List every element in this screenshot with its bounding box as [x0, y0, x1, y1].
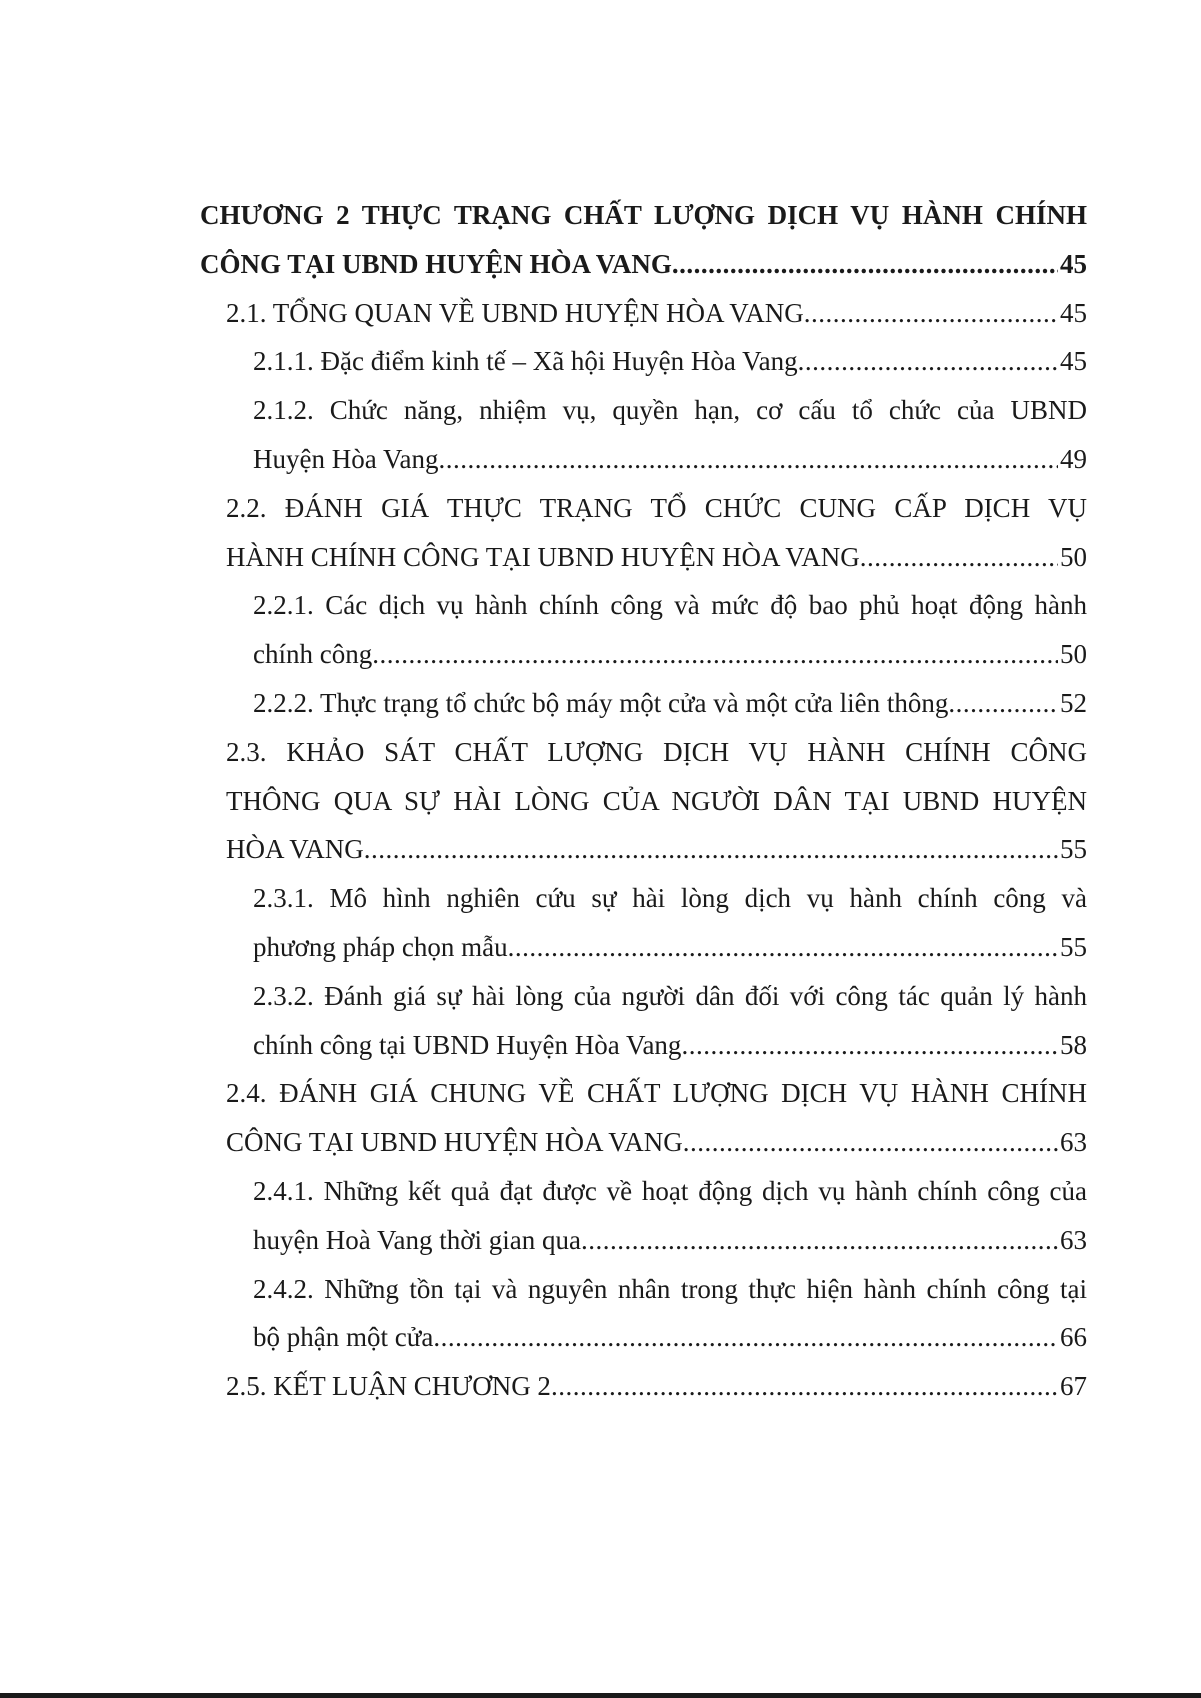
toc-entry-last-line [226, 289, 1087, 338]
dot-leader [581, 1216, 1058, 1265]
toc-page-number: 55 [1060, 834, 1087, 865]
toc-entry-last-line [253, 1021, 1087, 1070]
toc-page-number: 63 [1060, 1224, 1087, 1255]
dot-leader [438, 435, 1058, 484]
toc-entry-last-line [253, 337, 1087, 386]
toc-entry-last-line [253, 679, 1087, 728]
dot-leader [372, 630, 1058, 679]
toc-entry-text-line: THÔNG QUA SỰ HÀI LÒNG CỦA NGƯỜI DÂN TẠI UBND HUYỆN [226, 785, 1087, 816]
toc-entry [253, 874, 1087, 972]
dot-leader [433, 1313, 1058, 1362]
bottom-border-line [0, 1693, 1201, 1698]
dot-leader [364, 825, 1058, 874]
toc-entry [253, 679, 1087, 728]
toc-entry-title: 2.2.2. Thực trạng tổ chức bộ máy một cửa và một cửa liên thông [253, 687, 949, 718]
toc-entry-text-line: 2.3. KHẢO SÁT CHẤT LƯỢNG DỊCH VỤ HÀNH CHÍNH CÔNG [226, 736, 1087, 767]
toc-page-number: 52 [1060, 687, 1087, 718]
toc-entry-title: 2.5. KẾT LUẬN CHƯƠNG 2 [226, 1371, 551, 1402]
toc-entry-text-line: 2.3.1. Mô hình nghiên cứu sự hài lòng dịch vụ hành chính công và [253, 883, 1087, 914]
toc-entry-last-line [226, 533, 1087, 582]
toc-entry-last-line [253, 923, 1087, 972]
dot-leader [681, 1021, 1058, 1070]
toc-entry [253, 581, 1087, 679]
toc-page-number: 58 [1060, 1029, 1087, 1060]
toc-entry-last-line [226, 825, 1087, 874]
toc-entry [200, 191, 1087, 289]
toc-entry-text-line: 2.4.1. Những kết quả đạt được về hoạt động dịch vụ hành chính công của [253, 1175, 1087, 1206]
toc-entry [253, 1265, 1087, 1363]
toc-entry-last-line [253, 1216, 1087, 1265]
toc-entry-text-line: 2.4. ĐÁNH GIÁ CHUNG VỀ CHẤT LƯỢNG DỊCH VỤ HÀNH CHÍNH [226, 1078, 1087, 1109]
toc-entry-text-line: 2.1.2. Chức năng, nhiệm vụ, quyền hạn, cơ cấu tổ chức của UBND [253, 395, 1087, 426]
toc-entry [226, 289, 1087, 338]
toc-page-number: 55 [1060, 931, 1087, 962]
dot-leader [860, 533, 1058, 582]
dot-leader [672, 240, 1058, 289]
toc-entry-title: chính công tại UBND Huyện Hòa Vang [253, 1029, 682, 1060]
toc-entry-last-line [253, 435, 1087, 484]
toc-entry [253, 337, 1087, 386]
toc-page-number: 63 [1060, 1127, 1087, 1158]
toc-entry-title: Huyện Hòa Vang [253, 443, 439, 474]
dot-leader [683, 1118, 1058, 1167]
toc-entry-last-line [253, 630, 1087, 679]
toc-entry-last-line [226, 1362, 1087, 1411]
dot-leader [508, 923, 1058, 972]
toc-page-number: 45 [1060, 248, 1087, 279]
toc-entry-last-line [253, 1313, 1087, 1362]
toc-entry-title: 2.1.1. Đặc điểm kinh tế – Xã hội Huyện Hòa Vang [253, 346, 798, 377]
toc-page-number: 67 [1060, 1371, 1087, 1402]
toc-entry-title: CÔNG TẠI UBND HUYỆN HÒA VANG [226, 1127, 683, 1158]
dot-leader [804, 289, 1058, 338]
toc-entry-text-line: 2.2.1. Các dịch vụ hành chính công và mức độ bao phủ hoạt động hành [253, 590, 1087, 621]
toc-page-number: 66 [1060, 1322, 1087, 1353]
toc-entry-title: huyện Hoà Vang thời gian qua [253, 1224, 581, 1255]
toc-entry [226, 1362, 1087, 1411]
dot-leader [948, 679, 1058, 728]
toc-page-number: 50 [1060, 639, 1087, 670]
toc-entry-title: bộ phận một cửa [253, 1322, 434, 1353]
toc-page-number: 50 [1060, 541, 1087, 572]
toc-entry-last-line [226, 1118, 1087, 1167]
toc-entry-title: HÀNH CHÍNH CÔNG TẠI UBND HUYỆN HÒA VANG [226, 541, 860, 572]
toc-entry-text-line: 2.3.2. Đánh giá sự hài lòng của người dân đối với công tác quản lý hành [253, 980, 1087, 1011]
toc-entry [253, 972, 1087, 1070]
toc-entry-title: chính công [253, 639, 373, 670]
toc-entry [226, 1069, 1087, 1167]
toc-entry-text-line: CHƯƠNG 2 THỰC TRẠNG CHẤT LƯỢNG DỊCH VỤ HÀNH CHÍNH [200, 200, 1087, 230]
toc-page-number: 49 [1060, 443, 1087, 474]
toc-entry-title: HÒA VANG [226, 834, 364, 865]
toc-entry-title: phương pháp chọn mẫu [253, 931, 508, 962]
dot-leader [551, 1362, 1058, 1411]
toc-entry [253, 386, 1087, 484]
toc-entry-text-line: 2.4.2. Những tồn tại và nguyên nhân trong thực hiện hành chính công tại [253, 1273, 1087, 1304]
toc-page-number: 45 [1060, 297, 1087, 328]
toc-entry-last-line [200, 240, 1087, 289]
toc-entry-text-line: 2.2. ĐÁNH GIÁ THỰC TRẠNG TỔ CHỨC CUNG CẤP DỊCH VỤ [226, 492, 1087, 523]
toc-entry [226, 728, 1087, 874]
toc-page-number: 45 [1060, 346, 1087, 377]
toc-entry-title: CÔNG TẠI UBND HUYỆN HÒA VANG [200, 248, 672, 279]
toc-entry [253, 1167, 1087, 1265]
table-of-contents [200, 191, 1087, 1411]
toc-entry-title: 2.1. TỔNG QUAN VỀ UBND HUYỆN HÒA VANG [226, 297, 804, 328]
toc-entry [226, 484, 1087, 582]
dot-leader [798, 337, 1058, 386]
